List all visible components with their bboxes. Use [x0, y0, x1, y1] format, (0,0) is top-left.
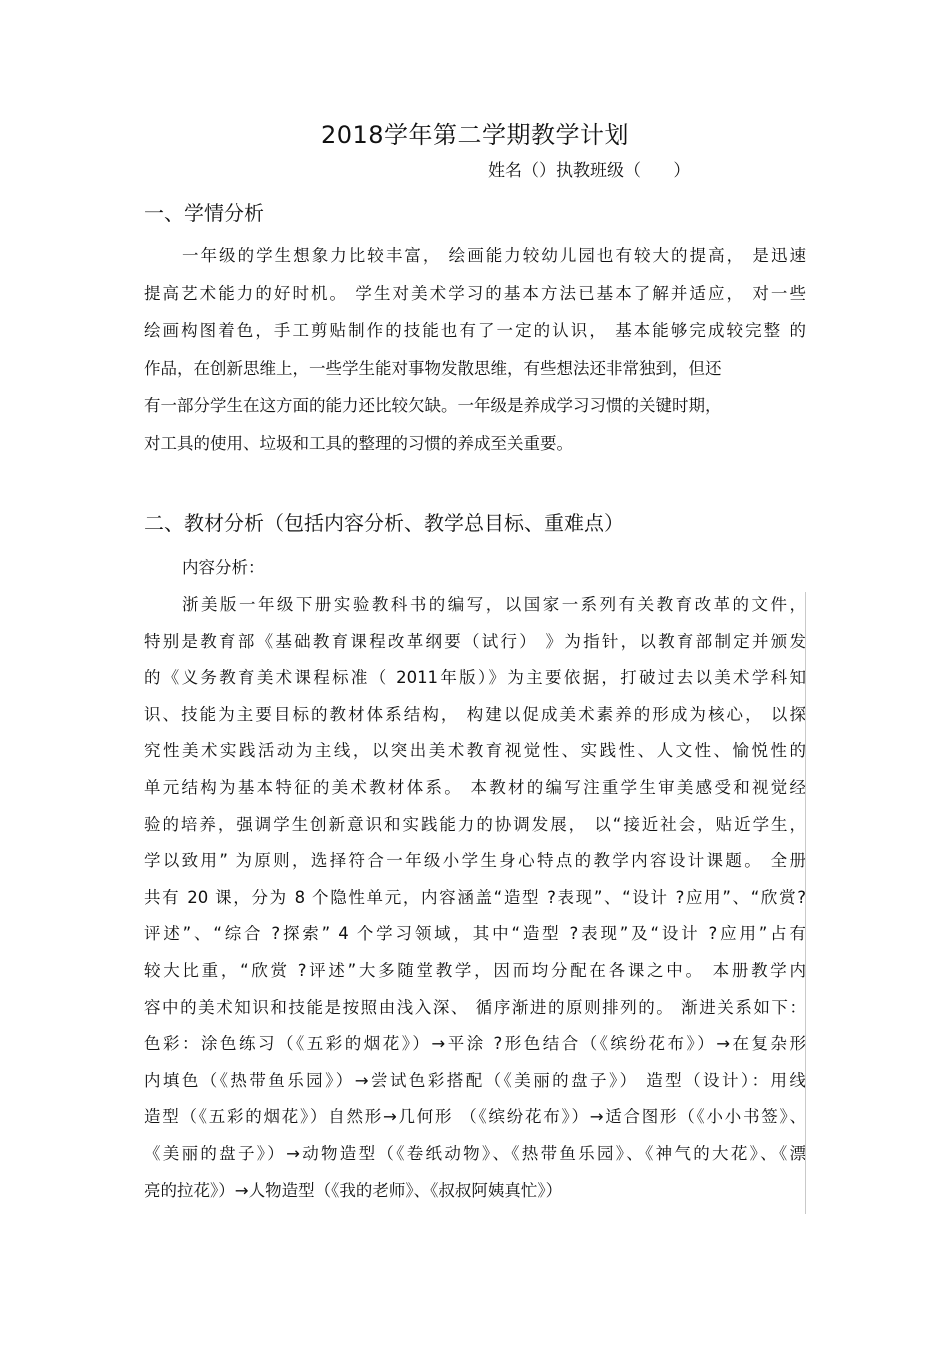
document-subtitle: 姓名（）执教班级（ ）	[488, 161, 691, 181]
paragraph-line: 色彩：涂色练习（《五彩的烟花》）→平涂 ?形色结合（《缤纷花布》）→在复杂形	[144, 1034, 806, 1054]
paragraph-line: 提高艺术能力的好时机。 学生对美术学习的基本方法已基本了解并适应， 对一些	[144, 283, 806, 303]
document-title: 2018学年第二学期教学计划	[320, 121, 630, 149]
section-heading-textbook-analysis: 二、教材分析（包括内容分析、教学总目标、重难点）	[144, 511, 624, 535]
paragraph-line: 造型（《五彩的烟花》）自然形→几何形 （《缤纷花布》）→适合图形（《小小书签》、	[144, 1107, 806, 1127]
paragraph-line: 较大比重，“欣赏 ?评述”大多随堂教学，因而均分配在各课之中。 本册教学内	[144, 960, 806, 980]
paragraph-line: 绘画构图着色，手工剪贴制作的技能也有了一定的认识， 基本能够完成较完整 的	[144, 321, 806, 340]
paragraph-line: 特别是教育部《基础教育课程改革纲要（试行） 》为指针，以教育部制定并颁发	[144, 631, 806, 651]
paragraph-line: 评述”、“综合 ?探索” 4 个学习领域，其中“造型 ?表现”及“设计 ?应用”占有	[144, 924, 806, 944]
paragraph-line: 单元结构为基本特征的美术教材体系。 本教材的编写注重学生审美感受和视觉经	[144, 777, 806, 797]
paragraph-line: 容中的美术知识和技能是按照由浅入深、 循序渐进的原则排列的。 渐进关系如下：	[144, 997, 806, 1017]
margin-rule	[805, 592, 806, 1214]
paragraph-line: 识、技能为主要目标的教材体系结构， 构建以促成美术素养的形成为核心， 以探	[144, 704, 806, 724]
paragraph-line: 究性美术实践活动为主线，以突出美术教育视觉性、实践性、人文性、愉悦性的	[144, 741, 806, 761]
paragraph-line: 验的培养，强调学生创新意识和实践能力的协调发展， 以“接近社会，贴近学生，	[144, 814, 806, 834]
content-analysis-label: 内容分析：	[182, 558, 265, 577]
paragraph-line: 浙美版一年级下册实验教科书的编写，以国家一系列有关教育改革的文件，	[182, 595, 806, 614]
textbook-analysis-paragraph	[144, 590, 806, 1212]
paragraph-line: 学以致用” 为原则，选择符合一年级小学生身心特点的教学内容设计课题。 全册	[144, 851, 806, 871]
paragraph-line: 内填色（《热带鱼乐园》）→尝试色彩搭配（《美丽的盘子》） 造型（设计）：用线	[144, 1070, 806, 1090]
learning-analysis-paragraph	[144, 241, 806, 466]
paragraph-line: 一年级的学生想象力比较丰富， 绘画能力较幼儿园也有较大的提高， 是迅速	[182, 246, 806, 265]
paragraph-line: 有一部分学生在这方面的能力还比较欠缺。一年级是养成学习习惯的关键时期，	[144, 396, 722, 415]
paragraph-line: 对工具的使用、垃圾和工具的整理的习惯的养成至关重要。	[144, 433, 573, 453]
paragraph-line: 的《义务教育美术课程标准（ 2011年版）》为主要依据，打破过去以美术学科知	[144, 668, 806, 688]
section-heading-learning-analysis: 一、学情分析	[144, 201, 264, 225]
paragraph-line: 《美丽的盘子》）→动物造型（《卷纸动物》、《热带鱼乐园》、《神气的大花》、《漂	[144, 1143, 806, 1163]
paragraph-line: 作品，在创新思维上，一些学生能对事物发散思维，有些想法还非常独到，但还	[144, 358, 722, 378]
paragraph-line: 亮的拉花》）→人物造型（《我的老师》、《叔叔阿姨真忙》）	[144, 1180, 563, 1200]
paragraph-line: 共有 20 课，分为 8 个隐性单元，内容涵盖“造型 ?表现”、“设计 ?应用”、“欣赏?	[144, 887, 806, 907]
